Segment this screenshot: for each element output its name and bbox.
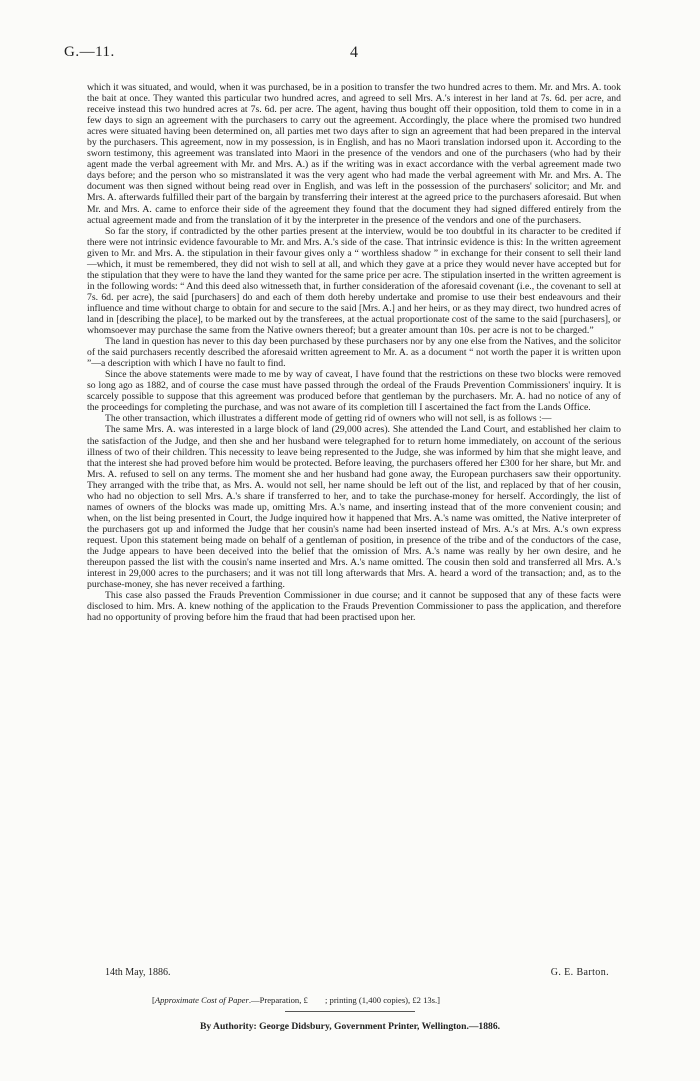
paragraph: The same Mrs. A. was interested in a large block of land (29,000 acres). She attended the Land Court, and established her claim to the satisfaction of the Judge, and then she and her husband were telegraphed for to return home immediately, on account of the serious illness of two of their children. This necessity to leave being represented to the Judge, she was informed by him that she might leave, and that the interest she had proved before him would be protected. Before leaving, the purchasers offered her £300 for her share, but Mr. and Mrs. A. refused to sell on any terms. The moment she and her husband had gone away, the European purchasers saw their opportunity. They arranged with the tribe that, as Mrs. A. would not sell, her name should be left out of the list, and replaced by that of her cousin, who had no objection to sell Mrs. A.'s share if transferred to her, and to take the purchase-money for herself. Accordingly, the list of names of owners of the blocks was made up, omitting Mrs. A.'s name, and inserting instead that of the more convenient cousin; and when, on the list being presented in Court, the Judge inquired how it happened that Mrs. A.'s name was omitted, the Native interpreter of the purchasers got up and informed the Judge that her cousin's name had been inserted instead of Mrs. A.'s at Mrs. A.'s own express request. Upon this statement being made on behalf of a gentleman of position, in presence of the tribe and of the conductors of the case, the Judge appears to have been deceived into the belief that the omission of Mrs. A.'s name was really by her own desire, and he thereupon passed the list with the cousin's name inserted and Mrs. A.'s name omitted. The cousin then sold and transferred all Mrs. A.'s interest in 29,000 acres to the purchasers; and it was not till long afterwards that Mrs. A. heard a word of the transaction; and, as to the purchase-money, she has never received a farthing.	[87, 424, 621, 591]
page-header	[64, 44, 642, 66]
page-number: 4	[350, 44, 358, 61]
cost-note-label: Approximate Cost of Paper	[154, 995, 249, 1005]
cost-note-preparation: .—Preparation, £	[248, 995, 308, 1005]
signature-date: 14th May, 1886.	[105, 967, 171, 978]
paragraph: The other transaction, which illustrates a different mode of getting rid of owners who will not sell, is as follows :—	[105, 413, 552, 425]
body-text	[87, 82, 621, 623]
cost-note	[152, 995, 572, 1005]
paragraph: The land in question has never to this day been purchased by these purchasers nor by any one else from the Natives, and the solicitor of the said purchasers recently described the aforesaid written agreement to Mr. A. as a document “ not worth the paper it is written upon ”—a description with which I have no fault to find.	[87, 336, 621, 370]
signature-name: G. E. Barton.	[550, 967, 609, 978]
divider-rule	[285, 1011, 415, 1012]
paragraph: This case also passed the Frauds Prevention Commissioner in due course; and it cannot be supposed that any of these facts were disclosed to him. Mrs. A. knew nothing of the application to the Frauds Prevention Commissioner to pass the application, and therefore had no opportunity of proving before him the fraud that had been practised upon her.	[87, 590, 621, 624]
paragraph: So far the story, if contradicted by the other parties present at the interview, would be too doubtful in its character to be credited if there were not intrinsic evidence favourable to Mr. and Mrs. A.'s side of the case. That intrinsic evidence is this: In the written agreement given to Mr. and Mrs. A. the stipulation in their favour gives only a “ worthless shadow ” in exchange for their consent to sell their land—which, it must be remembered, they did not wish to sell at all, and which they gave at a price they would never have accepted but for the stipulation that they were to have the land they wanted for the same price per acre. The stipulation inserted in the written agreement is in the following words: “ And this deed also witnesseth that, in further consideration of the aforesaid covenant (i.e., the covenant to sell at 7s. 6d. per acre), the said [purchasers] do and each of them doth hereby undertake and promise to use their best endeavours and their influence and time without charge to obtain for and secure to the said [Mrs. A.] and her heirs, or as they may direct, two hundred acres of land in [describing the place], to be marked out by the transferees, at the actual proportionate cost of the same to the said [purchasers], or whomsoever may purchase the same from the Native owners thereof; but a greater amount than 10s. per acre is not to be charged.”	[87, 225, 622, 337]
signature-block	[87, 967, 621, 981]
cost-note-close: ]	[437, 995, 441, 1005]
document-id: G.—11.	[64, 44, 115, 60]
paragraph: Since the above statements were made to me by way of caveat, I have found that the restrictions on these two blocks were removed so long ago as 1882, and of course the case must have passed through the ordeal of the Frauds Prevention Commissioners' inquiry. It is scarcely possible to suppose that this agreement was produced before that gentleman by the purchasers. Mr. A. had no notice of any of the proceedings for completing the purchase, and was not aware of its completion till I ascertained the fact from the Lands Office.	[87, 369, 621, 414]
cost-note-open: [	[152, 995, 155, 1005]
printer-authority: By Authority: George Didsbury, Government Printer, Wellington.—1886.	[199, 1021, 501, 1032]
cost-note-printing: ; printing (1,400 copies), £2 13s.	[324, 995, 438, 1005]
paragraph: which it was situated, and would, when it was purchased, be in a position to transfer the two hundred acres to them. Mr. and Mrs. A. took the bait at once. They wanted this particular two hundred acres, and agreed to sell Mrs. A.'s interest in her land at 7s. 6d. per acre, and receive instead this two hundred acres at 7s. 6d. per acre. The agent, having thus bought off their opposition, told them to come in in a few days to sign an agreement with the purchasers to carry out the agreement. Accordingly, the place where the promised two hundred acres were situated having been determined on, all parties met two days after to sign an agreement that had been prepared in the interval by the purchasers. This agreement, now in my possession, is in English, and has no Maori translation indorsed upon it. According to the sworn testimony, this agreement was translated into Maori in the presence of the vendors and one of the purchasers (who had by their agent made the verbal agreement with Mr. and Mrs. A.) as if the writing was in exact accordance with the verbal agreement made two days before; and the person who so mistranslated it was the very agent who had made the verbal agreement with Mr. and Mrs. A. The document was then signed without being read over in English, and was left in the possession of the purchasers' solicitor; and Mr. and Mrs. A. afterwards fulfilled their part of the bargain by transferring their interest at the agreed price to the purchasers aforesaid. But when Mr. and Mrs. A. came to enforce their side of the agreement they found that the document they had signed differed entirely from the actual agreement made and from the translation of it by the interpreter in the presence of the vendors and one of the purchasers.	[87, 82, 621, 226]
cost-note-gap	[308, 995, 325, 1005]
